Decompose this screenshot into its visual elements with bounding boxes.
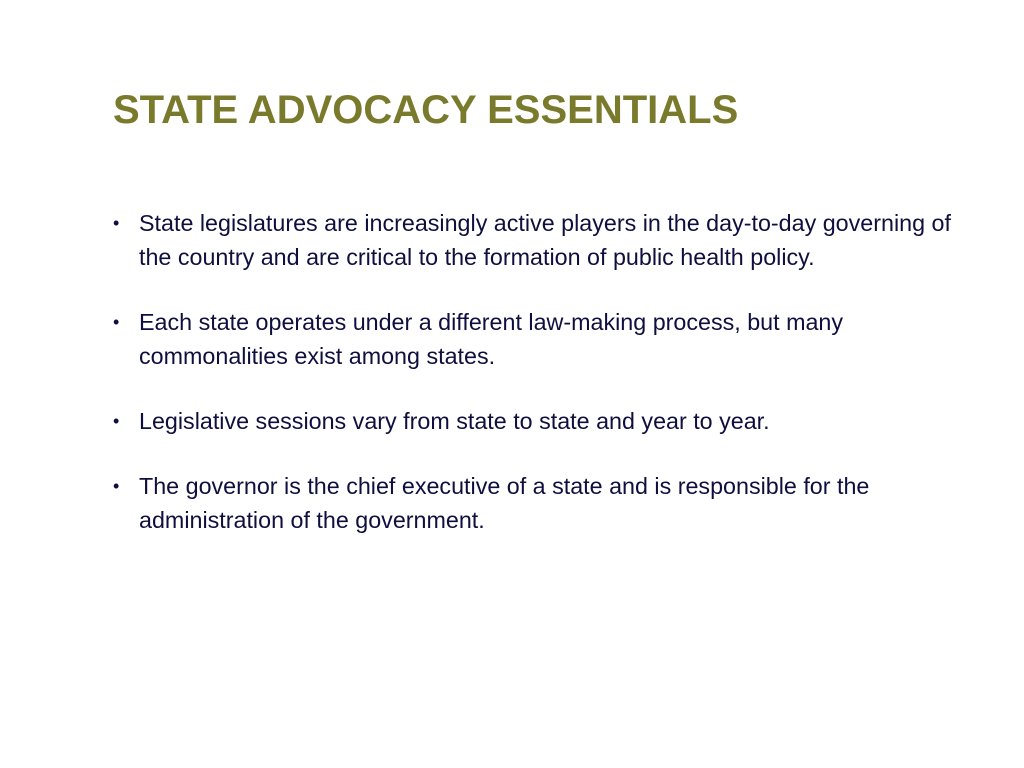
bullet-item — [113, 404, 958, 438]
bullet-item — [113, 305, 958, 373]
bullet-text: Legislative sessions vary from state to state and year to year. — [139, 408, 770, 434]
bullet-text: The governor is the chief executive of a state and is responsible for the administration of the government. — [139, 473, 870, 533]
slide-title: STATE ADVOCACY ESSENTIALS — [113, 88, 739, 132]
bullet-item — [113, 206, 958, 274]
bullet-text: Each state operates under a different law-making process, but many commonalities exist among states. — [139, 309, 844, 369]
bullet-marker: • — [113, 476, 120, 496]
bullet-marker: • — [113, 312, 120, 332]
bullet-item — [113, 469, 958, 537]
bullet-marker: • — [113, 411, 120, 431]
bullet-list — [113, 206, 958, 568]
bullet-marker: • — [113, 213, 120, 233]
bullet-text: State legislatures are increasingly active players in the day-to-day governing of the country and are critical to the formation of public health policy. — [139, 210, 951, 270]
